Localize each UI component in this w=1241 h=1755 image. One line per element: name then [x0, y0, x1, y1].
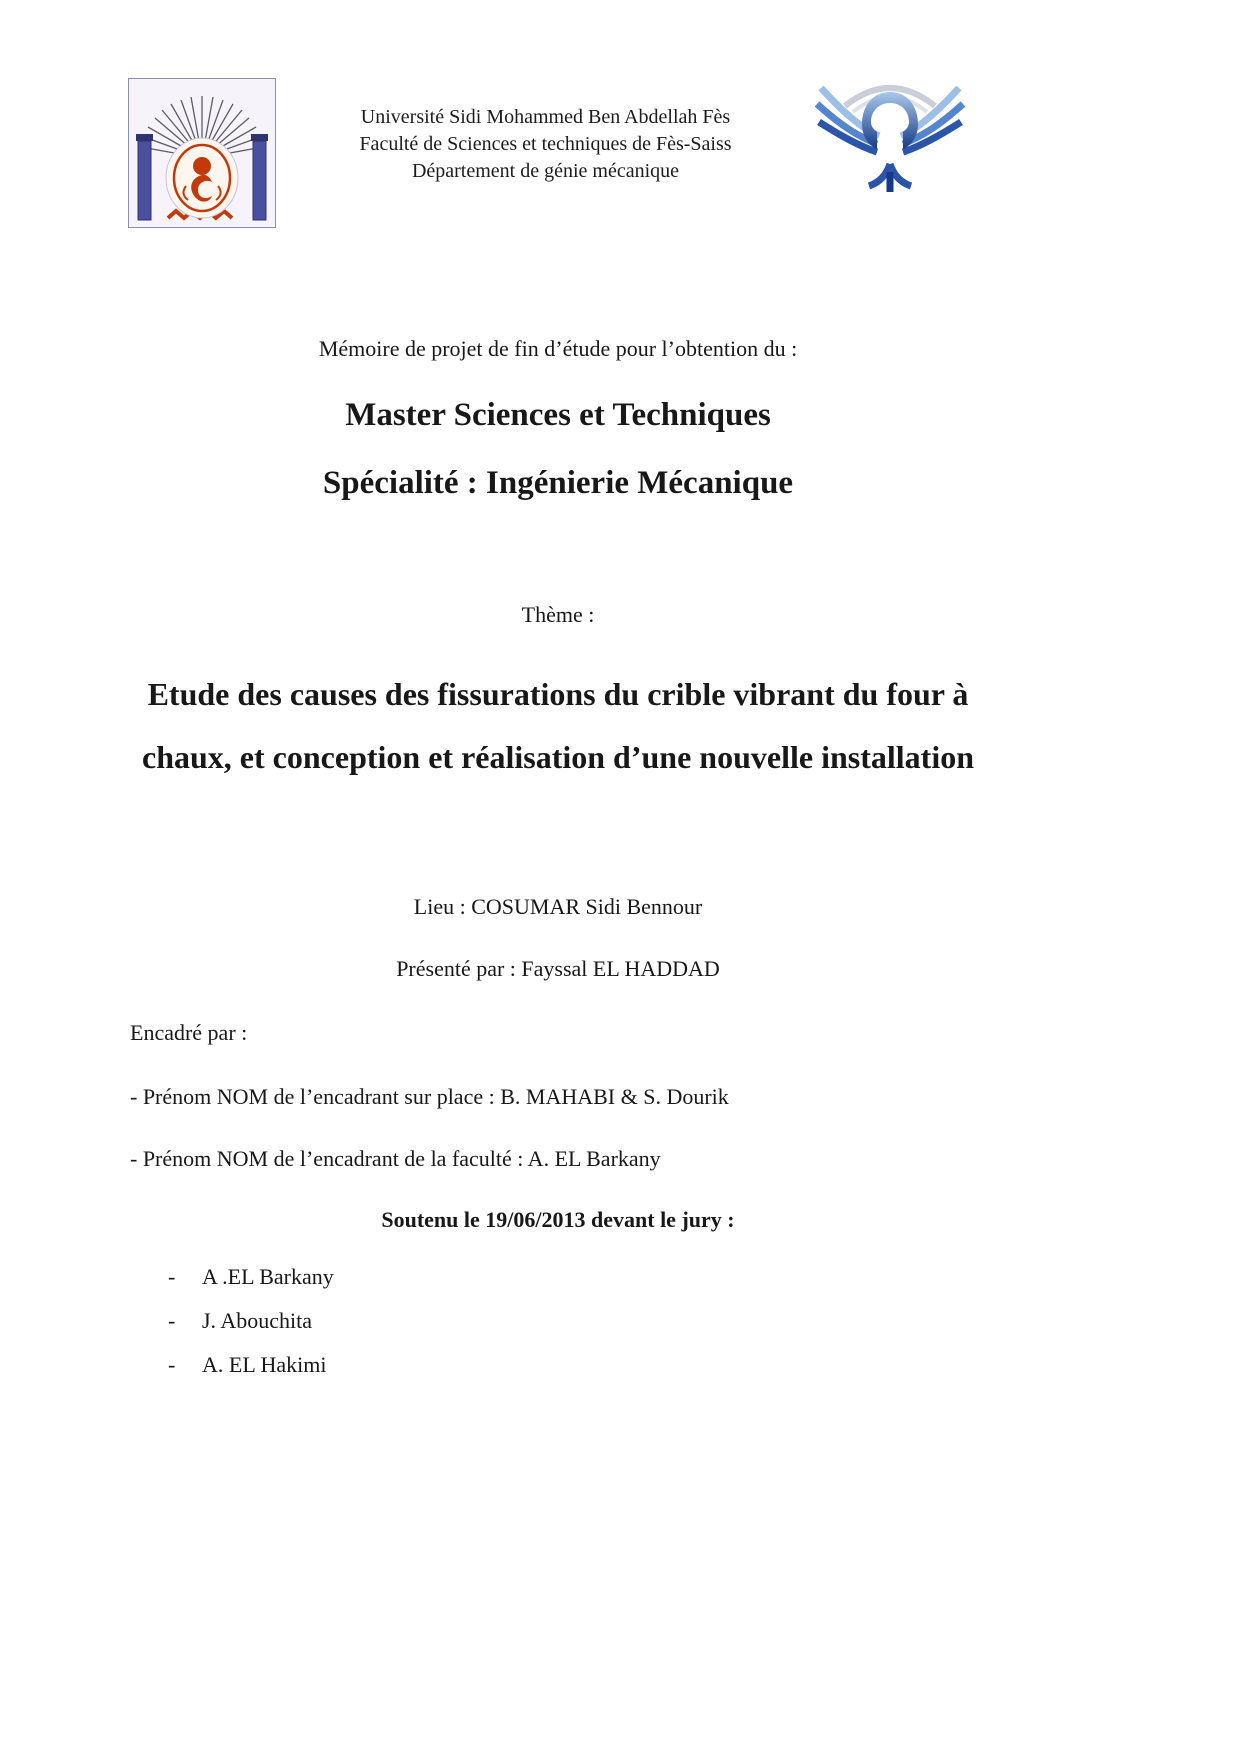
thesis-title: Etude des causes des fissurations du crible vibrant du four à chaux, et conception et réalisation d’une nouvelle installation [142, 676, 974, 775]
jury-member-name: A .EL Barkany [202, 1264, 334, 1289]
defense-line: Soutenu le 19/06/2013 devant le jury : [381, 1207, 735, 1232]
university-right-logo [815, 78, 965, 205]
list-dash-marker: - [168, 1308, 176, 1333]
jury-member-name: J. Abouchita [202, 1308, 312, 1333]
university-name: Université Sidi Mohammed Ben Abdellah Fès [360, 106, 731, 128]
degree-specialty: Spécialité : Ingénierie Mécanique [322, 465, 794, 501]
degree-intro: Mémoire de projet de fin d’étude pour l’obtention du : [318, 336, 798, 361]
jury-list [130, 1263, 986, 1379]
faculty-name: Faculté de Sciences et techniques de Fès-Saiss [359, 133, 732, 155]
supervisor-faculty-line: - Prénom NOM de l’encadrant de la faculté : A. EL Barkany [130, 1146, 661, 1171]
jury-member-row [130, 1307, 986, 1335]
location-line: Lieu : COSUMAR Sidi Bennour [413, 894, 703, 919]
page-header [0, 78, 1241, 233]
page-body [0, 335, 1241, 1379]
usmba-emblem-icon [815, 78, 965, 200]
degree-title: Master Sciences et Techniques [345, 397, 771, 433]
supervision-label: Encadré par : [130, 1020, 248, 1045]
list-dash-marker: - [168, 1352, 176, 1377]
theme-label: Thème : [521, 602, 595, 627]
institution-block [276, 78, 815, 185]
jury-member-row [130, 1263, 986, 1291]
fst-fes-emblem-icon [128, 78, 276, 228]
jury-member-row [130, 1351, 986, 1379]
university-left-logo [128, 78, 276, 233]
list-dash-marker: - [168, 1264, 176, 1289]
department-name: Département de génie mécanique [411, 160, 680, 182]
supervisor-onsite-line: - Prénom NOM de l’encadrant sur place : B. MAHABI & S. Dourik [130, 1084, 729, 1109]
jury-member-name: A. EL Hakimi [202, 1352, 327, 1377]
presented-by-line: Présenté par : Fayssal EL HADDAD [396, 956, 720, 981]
